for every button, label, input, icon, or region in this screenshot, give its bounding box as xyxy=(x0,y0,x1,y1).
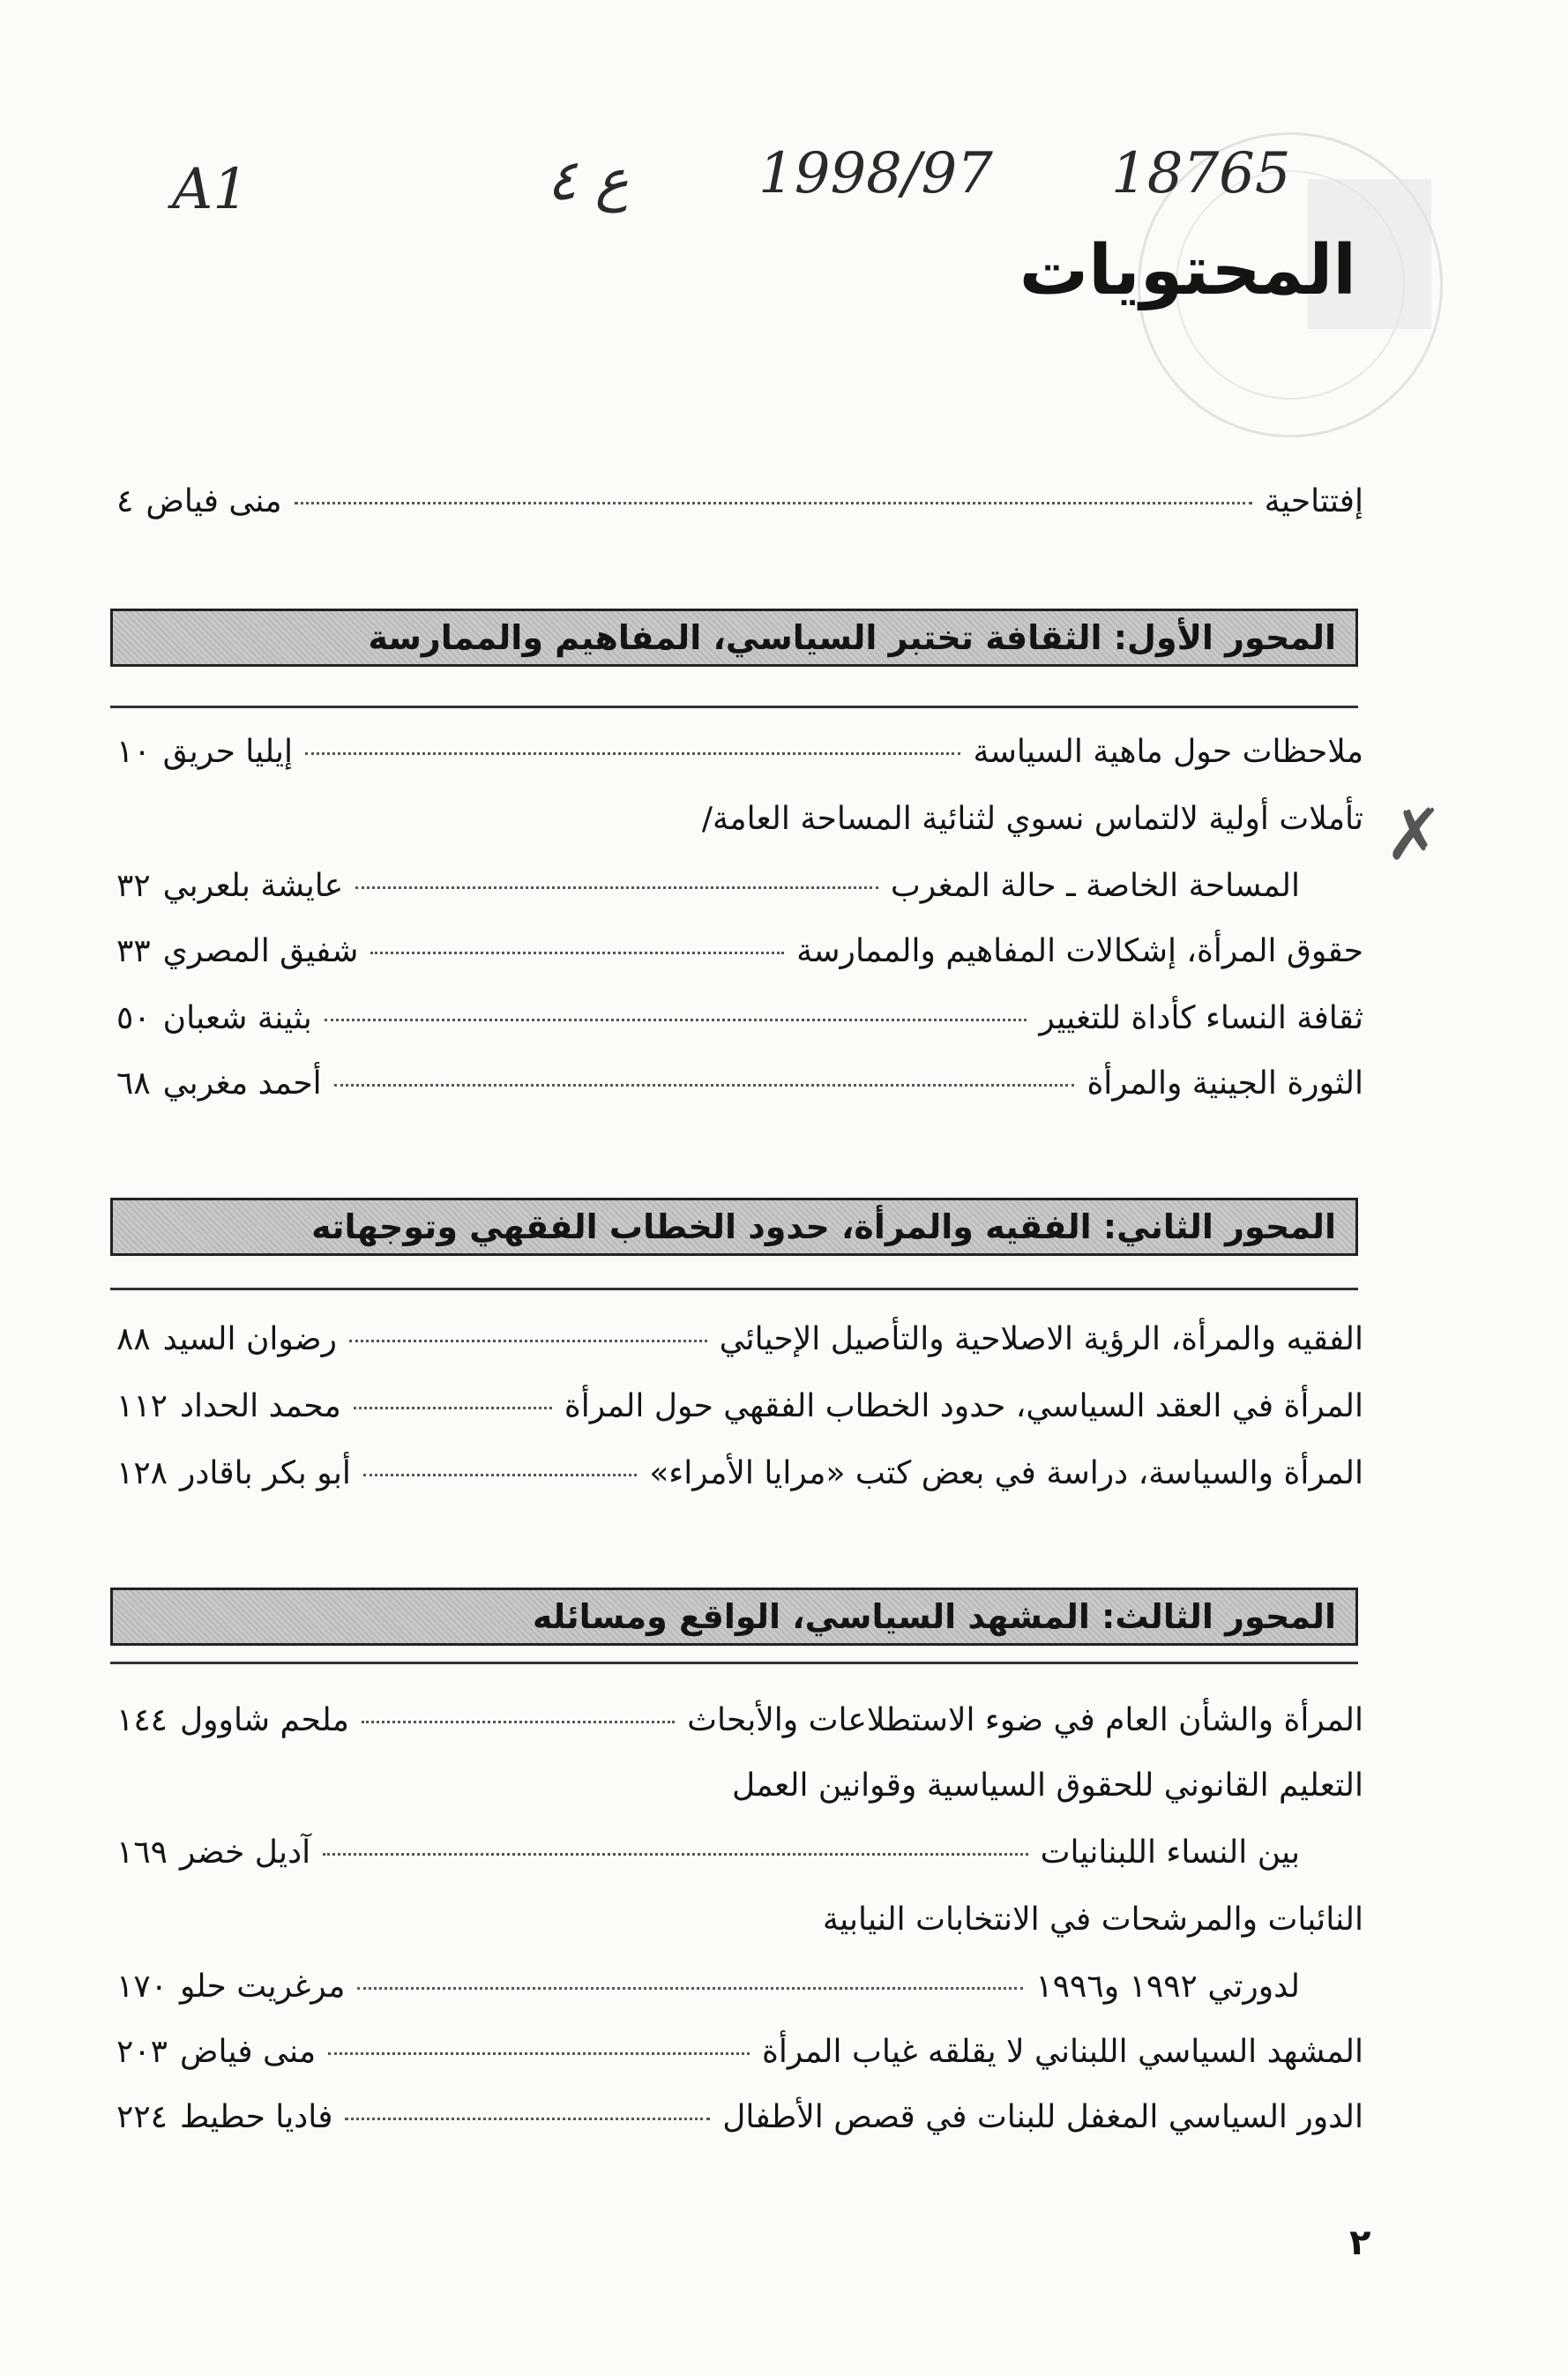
entry-title: حقوق المرأة، إشكالات المفاهيم والممارسة xyxy=(796,933,1363,969)
entry-title: المساحة الخاصة ـ حالة المغرب xyxy=(890,868,1300,904)
toc-entry xyxy=(116,1834,1363,1891)
leader-dots xyxy=(323,1853,1028,1856)
entry-page: ١٦٩ xyxy=(116,1834,168,1871)
entry-page: ١٧٠ xyxy=(116,1969,168,2005)
entry-author: أحمد مغربي xyxy=(162,1065,322,1102)
entry-title: المرأة والسياسة، دراسة في بعض كتب «مرايا الأمراء» xyxy=(649,1455,1363,1491)
leader-dots xyxy=(345,2118,710,2120)
toc-entry xyxy=(116,1969,1363,2025)
entry-title: ثقافة النساء كأداة للتغيير xyxy=(1039,1000,1363,1036)
leader-dots xyxy=(334,1084,1075,1087)
toc-entry xyxy=(116,1321,1363,1378)
leader-dots xyxy=(305,752,960,755)
leader-dots xyxy=(349,1340,707,1342)
entry-page: ١٢٨ xyxy=(116,1455,168,1491)
toc-entry xyxy=(116,2034,1363,2090)
leader-dots xyxy=(325,1019,1027,1021)
toc-entry xyxy=(116,1902,1363,1958)
leader-dots xyxy=(363,1474,637,1476)
entry-author: بثينة شعبان xyxy=(162,1000,312,1036)
section-heading-1: المحور الأول: الثقافة تختبر السياسي، المفاهيم والممارسة xyxy=(110,609,1358,667)
entry-page: ١٠ xyxy=(116,734,151,770)
entry-title: النائبات والمرشحات في الانتخابات النيابية xyxy=(822,1902,1363,1938)
toc-entry xyxy=(116,1388,1363,1445)
leader-dots xyxy=(328,2052,750,2055)
toc-entry xyxy=(116,1767,1363,1824)
handwritten-note-left: A1 xyxy=(172,157,249,222)
entry-page: ٨٨ xyxy=(116,1321,151,1357)
section-divider xyxy=(110,706,1358,708)
section-divider xyxy=(110,1288,1358,1290)
entry-title: ملاحظات حول ماهية السياسة xyxy=(973,734,1363,770)
toc-entry xyxy=(116,1065,1363,1122)
leader-dots xyxy=(370,952,784,954)
leader-dots xyxy=(355,886,878,889)
handwritten-year: 1998/97 xyxy=(758,141,993,206)
entry-author: إيليا حريق xyxy=(162,734,294,770)
entry-title: المرأة والشأن العام في ضوء الاستطلاعات والأبحاث xyxy=(687,1702,1363,1738)
entry-author: منى فياض xyxy=(146,483,282,519)
entry-page: ٣٢ xyxy=(116,868,151,904)
section-heading-3: المحور الثالث: المشهد السياسي، الواقع ومسائله xyxy=(110,1588,1358,1646)
entry-page: ١١٢ xyxy=(116,1388,168,1424)
page-number: ٢ xyxy=(1349,2223,1371,2263)
entry-title: بين النساء اللبنانيات xyxy=(1040,1834,1300,1871)
entry-page: ٦٨ xyxy=(116,1065,151,1102)
entry-author: أبو بكر باقادر xyxy=(180,1455,351,1491)
leader-dots xyxy=(357,1987,1023,1990)
entry-author: شفيق المصري xyxy=(162,933,359,969)
entry-page: ٤ xyxy=(116,483,134,519)
entry-author: محمد الحداد xyxy=(180,1388,341,1424)
toc-entry xyxy=(116,801,1363,857)
toc-entry xyxy=(116,1702,1363,1759)
toc-entry xyxy=(116,734,1363,790)
entry-author: منى فياض xyxy=(180,2034,317,2070)
leader-dots xyxy=(354,1407,552,1409)
toc-entry xyxy=(116,868,1363,924)
toc-entry xyxy=(116,2099,1363,2156)
leader-dots xyxy=(295,502,1252,504)
entry-author: مرغريت حلو xyxy=(180,1969,346,2005)
leader-dots xyxy=(362,1721,675,1723)
entry-title: تأملات أولية لالتماس نسوي لثنائية المساحة العامة/ xyxy=(701,801,1363,837)
toc-entry-intro xyxy=(116,483,1363,540)
entry-author: عايشة بلعربي xyxy=(162,868,344,904)
section-heading-2: المحور الثاني: الفقيه والمرأة، حدود الخطاب الفقهي وتوجهاته xyxy=(110,1198,1358,1256)
entry-title: الثورة الجينية والمرأة xyxy=(1086,1065,1363,1102)
entry-page: ١٤٤ xyxy=(116,1702,168,1738)
entry-title: إفتتاحية xyxy=(1264,483,1363,519)
page-title: المحتويات xyxy=(1019,231,1356,310)
section-divider xyxy=(110,1662,1358,1664)
handwritten-reference: ع ٤ xyxy=(547,148,629,213)
toc-entry xyxy=(116,1455,1363,1512)
entry-author: آديل خضر xyxy=(180,1834,311,1871)
entry-page: ٥٠ xyxy=(116,1000,151,1036)
entry-title: المرأة في العقد السياسي، حدود الخطاب الفقهي حول المرأة xyxy=(564,1388,1363,1424)
entry-title: لدورتي ١٩٩٢ و١٩٩٦ xyxy=(1035,1969,1300,2005)
entry-page: ٢٢٤ xyxy=(116,2099,168,2135)
entry-title: الفقيه والمرأة، الرؤية الاصلاحية والتأصيل الإحيائي xyxy=(719,1321,1363,1357)
entry-title: الدور السياسي المغفل للبنات في قصص الأطفال xyxy=(722,2099,1363,2135)
entry-author: رضوان السيد xyxy=(162,1321,337,1357)
check-mark-icon: ✗ xyxy=(1385,794,1445,876)
toc-entry xyxy=(116,933,1363,990)
entry-author: ملحم شاوول xyxy=(180,1702,349,1738)
entry-author: فاديا حطيط xyxy=(180,2099,333,2135)
entry-page: ٣٣ xyxy=(116,933,151,969)
entry-title: التعليم القانوني للحقوق السياسية وقوانين العمل xyxy=(732,1767,1363,1804)
handwritten-number: 18765 xyxy=(1111,141,1291,206)
toc-entry xyxy=(116,1000,1363,1057)
entry-title: المشهد السياسي اللبناني لا يقلقه غياب المرأة xyxy=(762,2034,1363,2070)
entry-page: ٢٠٣ xyxy=(116,2034,168,2070)
